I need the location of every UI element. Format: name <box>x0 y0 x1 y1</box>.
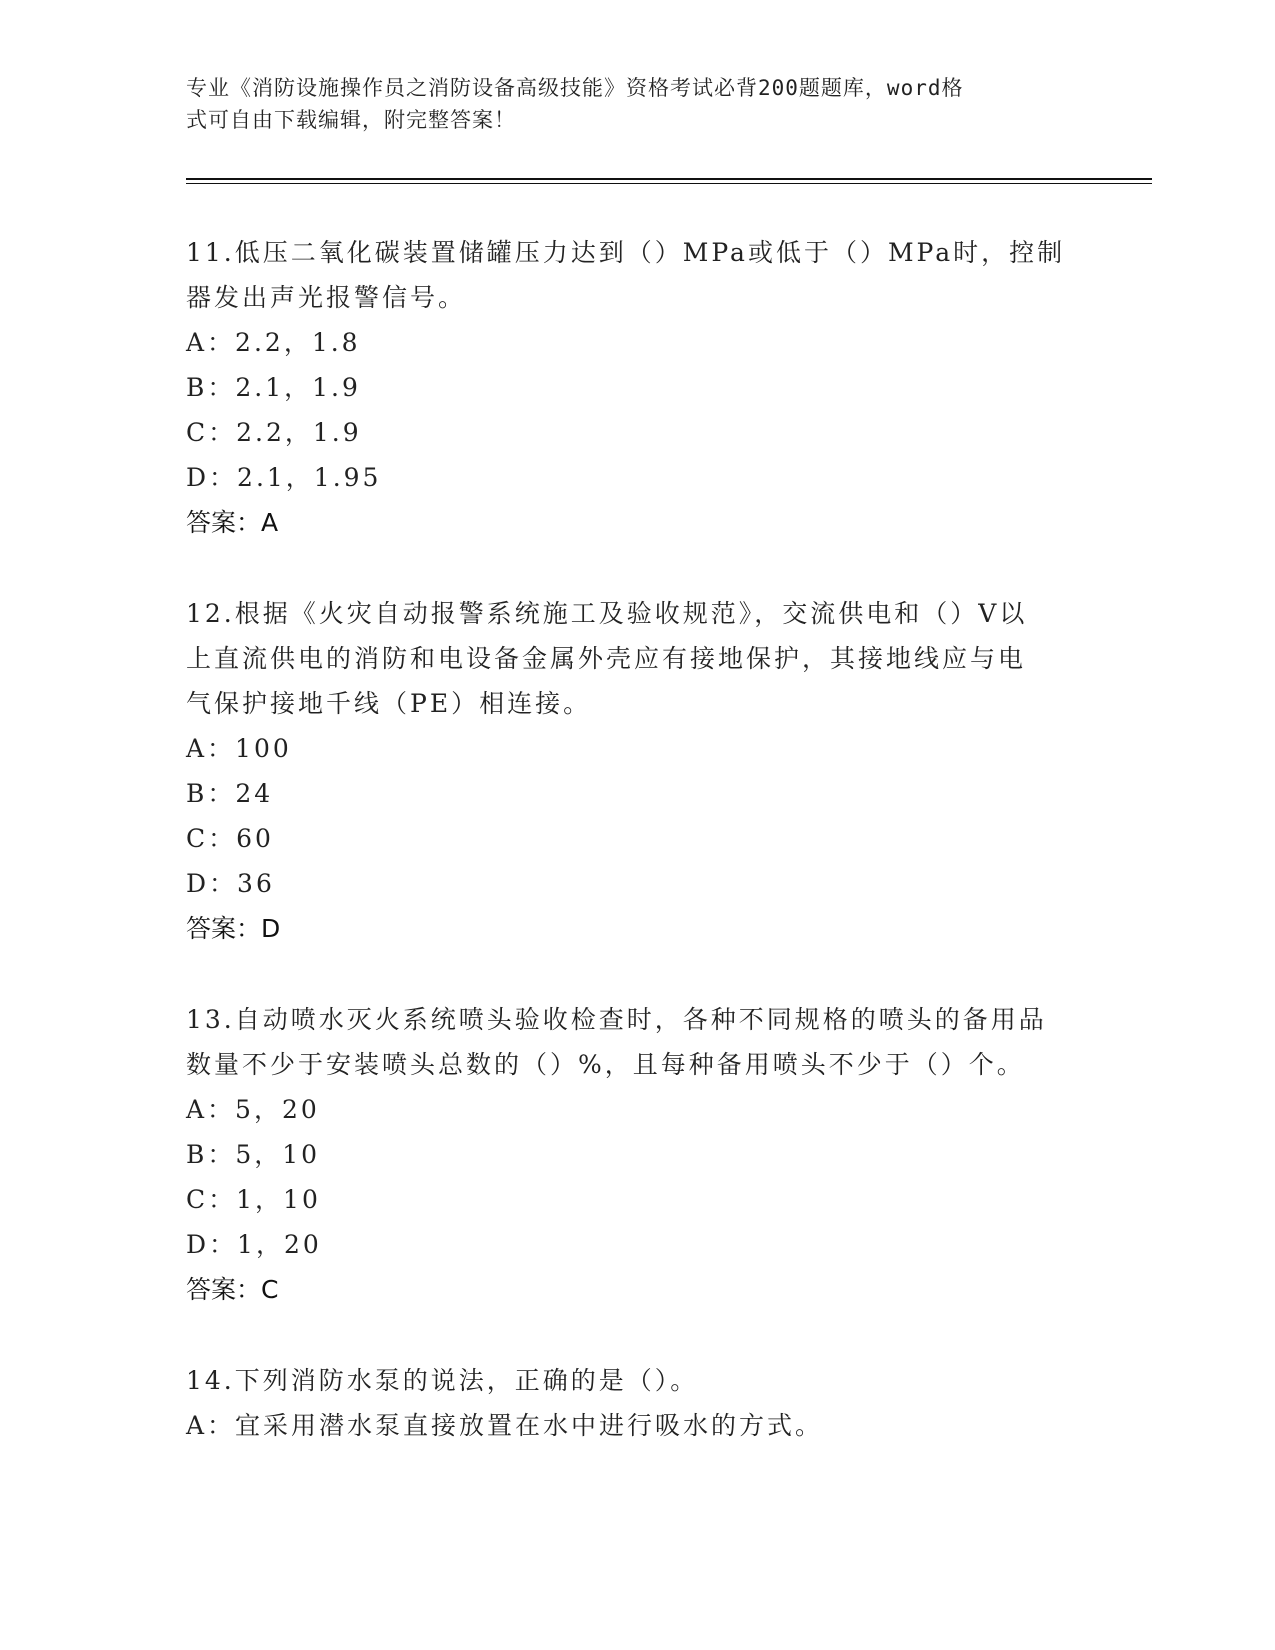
option-d: D：1，20 <box>186 1230 322 1259</box>
question-stem-line: 数量不少于安装喷头总数的（）%，且每种备用喷头不少于（）个。 <box>186 1050 1025 1079</box>
question-stem-line: 14.下列消防水泵的说法，正确的是（）。 <box>186 1366 699 1395</box>
header-line-2: 式可自由下载编辑，附完整答案！ <box>186 108 516 132</box>
answer-label: 答案：A <box>186 508 279 537</box>
option-d: D：36 <box>186 869 275 898</box>
question-13 <box>186 997 1086 1313</box>
option-a: A：2.2，1.8 <box>186 328 361 357</box>
option-a: A：宜采用潜水泵直接放置在水中进行吸水的方式。 <box>186 1411 824 1440</box>
question-11 <box>186 230 1086 546</box>
option-c: C：2.2，1.9 <box>186 418 362 447</box>
header-divider-thick <box>186 178 1152 180</box>
question-stem-line: 上直流供电的消防和电设备金属外壳应有接地保护，其接地线应与电 <box>186 644 1027 673</box>
option-b: B：5，10 <box>186 1140 321 1169</box>
question-14 <box>186 1358 1086 1448</box>
option-c: C：60 <box>186 824 274 853</box>
header-line-1: 专业《消防设施操作员之消防设备高级技能》资格考试必背200题题库，word格 <box>186 76 964 100</box>
option-a: A：5，20 <box>186 1095 320 1124</box>
option-a: A：100 <box>186 734 292 763</box>
question-stem-line: 器发出声光报警信号。 <box>186 283 467 312</box>
answer-label: 答案：D <box>186 914 281 943</box>
option-b: B：24 <box>186 779 274 808</box>
document-header <box>186 72 1066 136</box>
header-divider-thin <box>186 183 1152 184</box>
question-stem-line: 13.自动喷水灭火系统喷头验收检查时，各种不同规格的喷头的备用品 <box>186 1005 1047 1034</box>
question-stem-line: 气保护接地千线（PE）相连接。 <box>186 689 592 718</box>
option-c: C：1，10 <box>186 1185 321 1214</box>
question-list <box>186 230 1086 1493</box>
option-b: B：2.1，1.9 <box>186 373 361 402</box>
question-12 <box>186 591 1086 952</box>
option-d: D：2.1，1.95 <box>186 463 382 492</box>
question-stem-line: 12.根据《火灾自动报警系统施工及验收规范》，交流供电和（）V以 <box>186 599 1028 628</box>
question-stem-line: 11.低压二氧化碳装置储罐压力达到（）MPa或低于（）MPa时，控制 <box>186 238 1066 267</box>
answer-label: 答案：C <box>186 1275 279 1304</box>
